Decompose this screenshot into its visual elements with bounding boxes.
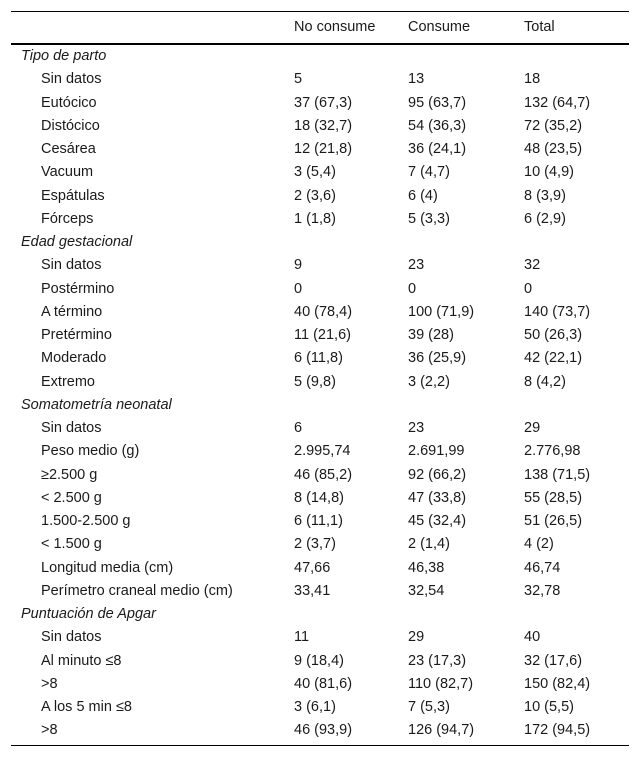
cell-consume: 54 (36,3)	[408, 117, 467, 134]
cell-consume: 36 (25,9)	[408, 350, 467, 367]
row-label: Vacuum	[41, 164, 94, 181]
table-row	[11, 719, 629, 742]
cell-consume: 47 (33,8)	[408, 489, 467, 506]
row-label: Espátulas	[41, 187, 105, 204]
cell-no-consume: 2 (3,7)	[294, 536, 336, 553]
header-total: Total	[524, 19, 555, 35]
cell-total: 172 (94,5)	[524, 722, 591, 739]
table-row	[11, 510, 629, 533]
cell-total: 32 (17,6)	[524, 652, 583, 669]
cell-total: 0	[524, 280, 533, 297]
cell-no-consume: 6	[294, 420, 303, 436]
cell-consume: 23 (17,3)	[408, 652, 467, 669]
row-label: Cesárea	[41, 141, 96, 157]
row-label: Distócico	[41, 117, 100, 134]
cell-consume: 23	[408, 420, 425, 436]
cell-no-consume: 2 (3,6)	[294, 187, 336, 204]
row-label: Extremo	[41, 373, 95, 390]
table-row	[11, 464, 629, 487]
cell-no-consume: 5	[294, 71, 303, 88]
cell-consume: 92 (66,2)	[408, 466, 467, 483]
cell-total: 8 (4,2)	[524, 373, 566, 390]
table-row	[11, 626, 629, 649]
cell-consume: 32,54	[408, 582, 445, 599]
row-label: Pretérmino	[41, 327, 112, 343]
section-label: Somatometría neonatal	[21, 396, 172, 413]
cell-total: 50 (26,3)	[524, 327, 583, 343]
cell-no-consume: 40 (78,4)	[294, 303, 353, 320]
cell-consume: 6 (4)	[408, 187, 438, 204]
table-row	[11, 115, 629, 138]
cell-total: 40	[524, 629, 541, 646]
table-row	[11, 371, 629, 394]
cell-total: 10 (5,5)	[524, 699, 574, 715]
cell-no-consume: 33,41	[294, 582, 331, 599]
cell-consume: 3 (2,2)	[408, 373, 450, 390]
table-row	[11, 673, 629, 696]
cell-total: 32	[524, 257, 541, 274]
row-label: 1.500-2.500 g	[41, 513, 131, 529]
row-label: Sin datos	[41, 71, 102, 88]
table-row	[11, 185, 629, 208]
cell-consume: 5 (3,3)	[408, 210, 450, 227]
table-row	[11, 324, 629, 347]
section-row	[11, 603, 629, 626]
table-row	[11, 580, 629, 603]
cell-total: 4 (2)	[524, 536, 554, 553]
cell-consume: 7 (4,7)	[408, 164, 450, 181]
header-consume: Consume	[408, 19, 471, 35]
cell-no-consume: 37 (67,3)	[294, 94, 353, 111]
cell-no-consume: 47,66	[294, 559, 331, 576]
cell-total: 18	[524, 71, 541, 88]
cell-total: 29	[524, 420, 541, 436]
cell-consume: 100 (71,9)	[408, 303, 475, 320]
row-label: Sin datos	[41, 257, 102, 274]
cell-no-consume: 11	[294, 629, 310, 646]
table-row	[11, 557, 629, 580]
table-row	[11, 440, 629, 463]
row-label: Fórceps	[41, 210, 94, 227]
cell-total: 42 (22,1)	[524, 350, 583, 367]
row-label: Moderado	[41, 350, 107, 367]
cell-total: 51 (26,5)	[524, 513, 583, 529]
table-row	[11, 533, 629, 556]
cell-total: 150 (82,4)	[524, 675, 591, 692]
table-row	[11, 696, 629, 719]
row-label: Perímetro craneal medio (cm)	[41, 582, 233, 599]
table-row	[11, 417, 629, 440]
cell-total: 46,74	[524, 559, 561, 576]
cell-consume: 13	[408, 71, 425, 88]
cell-no-consume: 6 (11,1)	[294, 513, 343, 529]
cell-consume: 126 (94,7)	[408, 722, 475, 739]
cell-consume: 29	[408, 629, 425, 646]
cell-no-consume: 9 (18,4)	[294, 652, 344, 669]
cell-total: 48 (23,5)	[524, 141, 583, 157]
table-row	[11, 161, 629, 184]
cell-total: 72 (35,2)	[524, 117, 583, 134]
table-row	[11, 487, 629, 510]
cell-consume: 45 (32,4)	[408, 513, 467, 529]
cell-total: 132 (64,7)	[524, 94, 591, 111]
cell-consume: 110 (82,7)	[408, 675, 474, 692]
cell-consume: 23	[408, 257, 425, 274]
cell-no-consume: 46 (93,9)	[294, 722, 353, 739]
table-row	[11, 650, 629, 673]
cell-total: 55 (28,5)	[524, 489, 583, 506]
cell-consume: 7 (5,3)	[408, 699, 450, 715]
row-label: Postérmino	[41, 280, 115, 297]
section-label: Tipo de parto	[21, 48, 107, 64]
cell-no-consume: 2.995,74	[294, 443, 351, 460]
table-row	[11, 301, 629, 324]
cell-consume: 2 (1,4)	[408, 536, 450, 553]
cell-consume: 39 (28)	[408, 327, 454, 343]
cell-total: 32,78	[524, 582, 561, 599]
cell-no-consume: 0	[294, 280, 303, 297]
section-row	[11, 394, 629, 417]
cell-total: 10 (4,9)	[524, 164, 574, 181]
cell-no-consume: 5 (9,8)	[294, 373, 336, 390]
cell-total: 140 (73,7)	[524, 303, 591, 320]
cell-no-consume: 46 (85,2)	[294, 466, 353, 483]
header-no-consume: No consume	[294, 19, 376, 35]
cell-no-consume: 3 (6,1)	[294, 699, 336, 715]
cell-no-consume: 18 (32,7)	[294, 117, 353, 134]
section-row	[11, 231, 629, 254]
cell-consume: 95 (63,7)	[408, 94, 467, 111]
row-label: >8	[41, 722, 58, 739]
table-row	[11, 347, 629, 370]
row-label: Al minuto ≤8	[41, 652, 122, 669]
row-label: A término	[41, 303, 103, 320]
cell-total: 2.776,98	[524, 443, 581, 460]
table-row	[11, 208, 629, 231]
cell-no-consume: 9	[294, 257, 303, 274]
row-label: ≥2.500 g	[41, 466, 98, 483]
cell-total: 6 (2,9)	[524, 210, 566, 227]
row-label: >8	[41, 675, 58, 692]
table-row	[11, 92, 629, 115]
cell-consume: 2.691,99	[408, 443, 465, 460]
section-label: Puntuación de Apgar	[21, 606, 156, 622]
cell-no-consume: 1 (1,8)	[294, 210, 336, 227]
row-label: A los 5 min ≤8	[41, 699, 132, 715]
row-label: Sin datos	[41, 420, 102, 436]
table-row	[11, 278, 629, 301]
cell-total: 138 (71,5)	[524, 466, 591, 483]
table-row	[11, 254, 629, 277]
cell-no-consume: 8 (14,8)	[294, 489, 344, 506]
section-row	[11, 45, 629, 68]
section-label: Edad gestacional	[21, 234, 133, 250]
row-label: < 1.500 g	[41, 536, 102, 553]
table-row	[11, 138, 629, 161]
row-label: Sin datos	[41, 629, 102, 646]
row-label: Peso medio (g)	[41, 443, 140, 460]
cell-total: 8 (3,9)	[524, 187, 566, 204]
row-label: Longitud media (cm)	[41, 559, 174, 576]
cell-consume: 0	[408, 280, 417, 297]
cell-no-consume: 3 (5,4)	[294, 164, 336, 181]
cell-consume: 36 (24,1)	[408, 141, 467, 157]
table-row	[11, 68, 629, 91]
table-header-row	[11, 16, 629, 39]
table-top-rule	[11, 11, 629, 12]
row-label: < 2.500 g	[41, 489, 102, 506]
cell-no-consume: 12 (21,8)	[294, 141, 353, 157]
cell-no-consume: 40 (81,6)	[294, 675, 353, 692]
table-bottom-rule	[11, 745, 629, 746]
cell-consume: 46,38	[408, 559, 445, 576]
cell-no-consume: 6 (11,8)	[294, 350, 343, 367]
row-label: Eutócico	[41, 94, 97, 111]
cell-no-consume: 11 (21,6)	[294, 327, 351, 343]
